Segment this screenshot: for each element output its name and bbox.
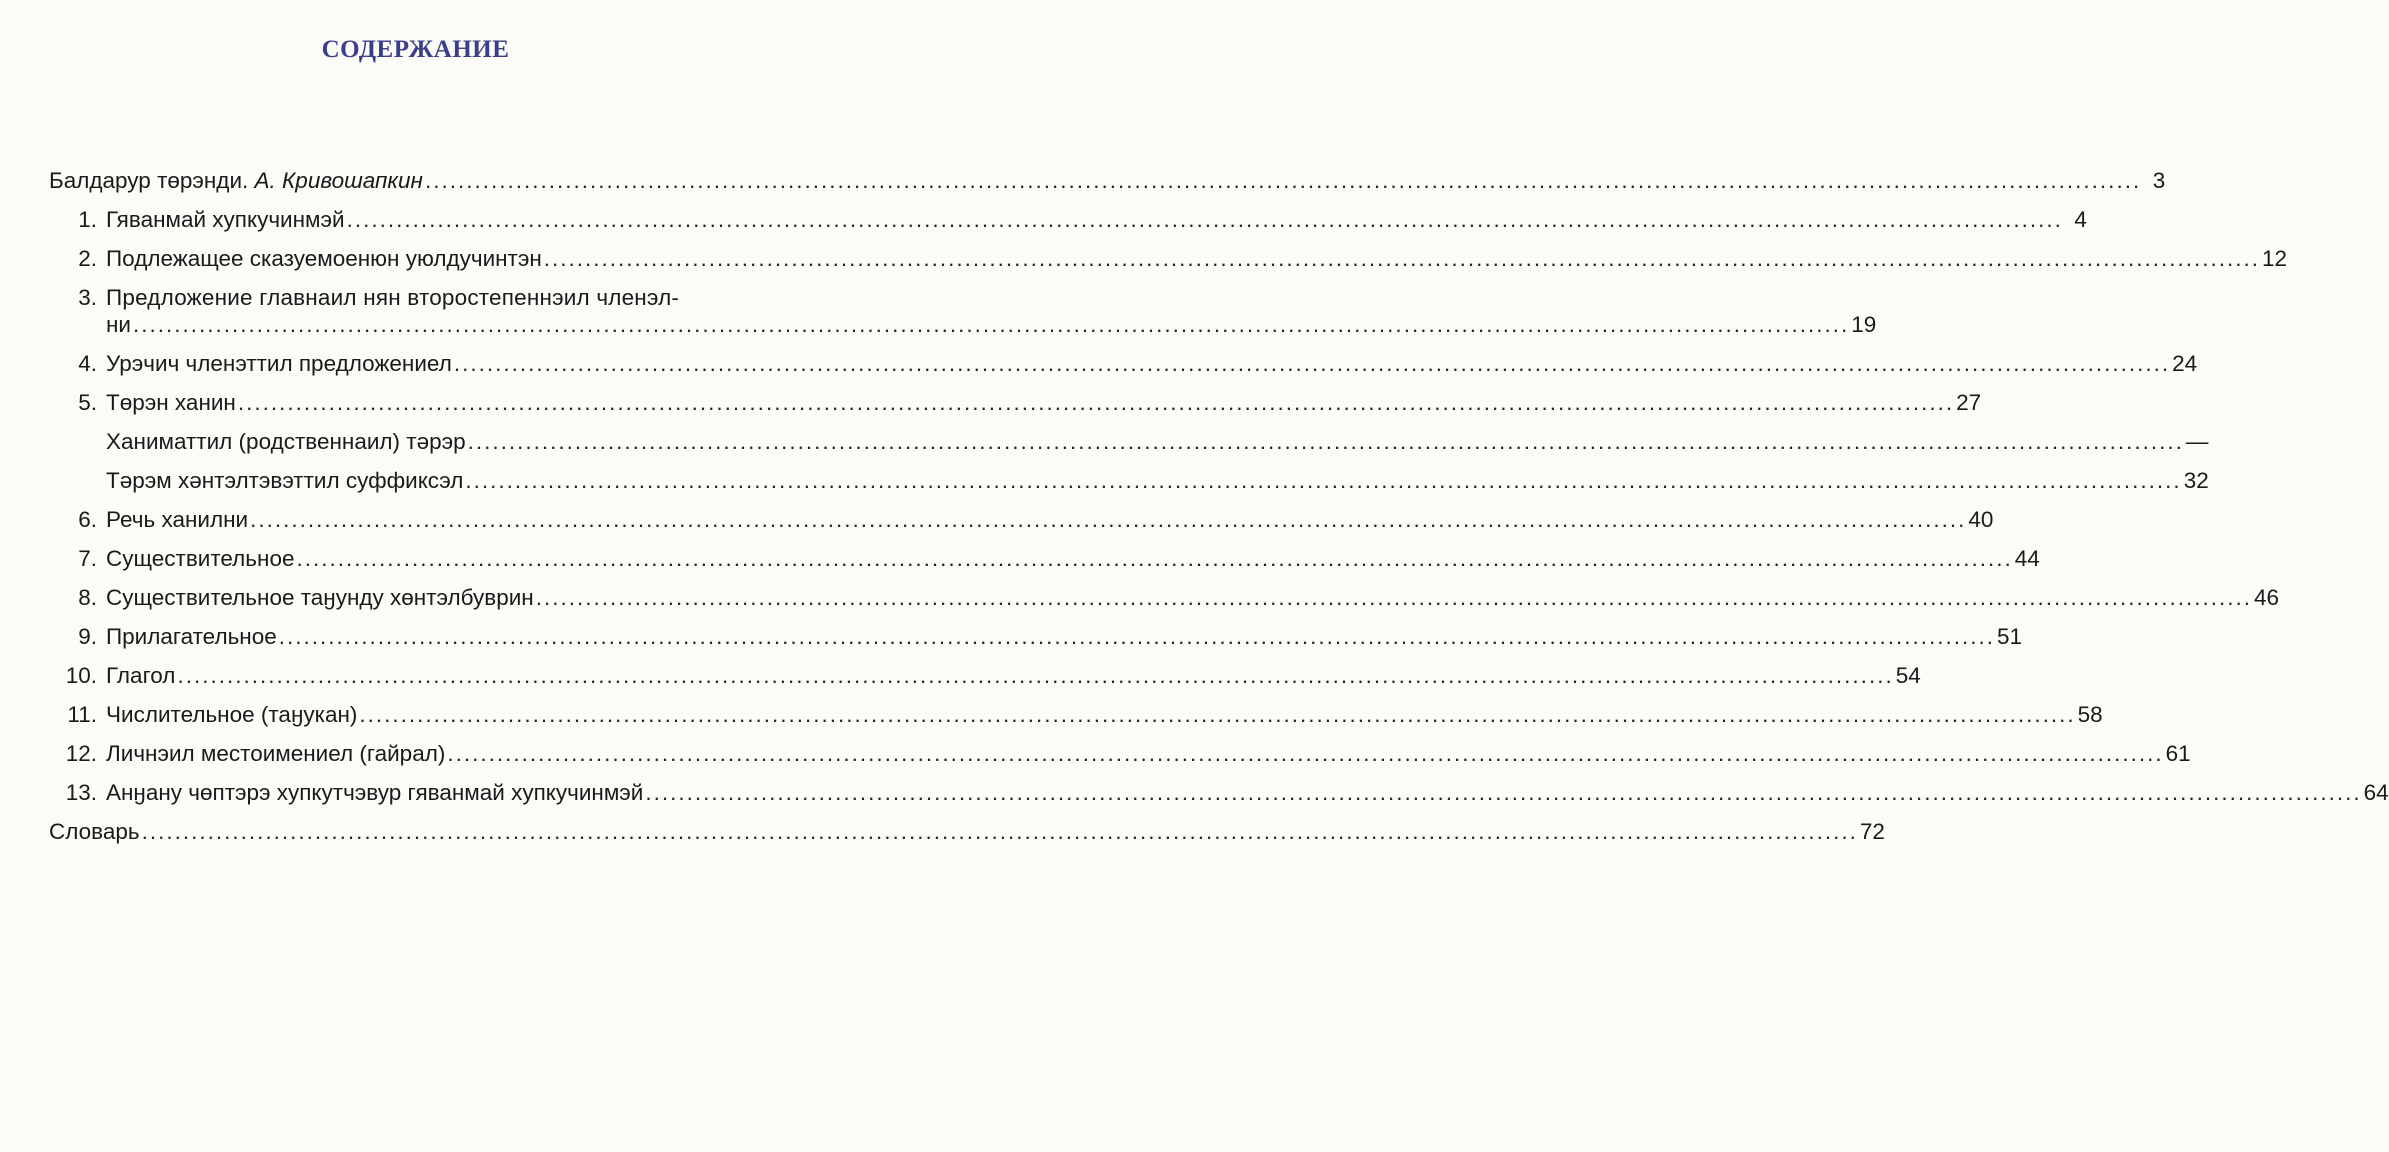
toc-entry-3-continuation[interactable] xyxy=(49,311,1877,338)
toc-page-number: 61 xyxy=(2165,741,2191,766)
toc-entry-number: 3. xyxy=(78,285,97,310)
toc-entry-7[interactable] xyxy=(49,545,2040,572)
toc-page-number: 32 xyxy=(2183,468,2209,493)
toc-entry-11[interactable] xyxy=(49,701,2103,728)
toc-page-number: 46 xyxy=(2254,585,2280,610)
toc-entry-number: 2. xyxy=(78,246,97,271)
toc-page-number: 51 xyxy=(1997,624,2023,649)
toc-entry-intro[interactable] xyxy=(49,167,2166,194)
toc-page-number: 58 xyxy=(2077,702,2103,727)
toc-entry-title: Гяванмай хупкучинмэй xyxy=(106,207,345,232)
toc-entry-number: 11. xyxy=(67,702,97,727)
toc-page-number: 72 xyxy=(1859,819,1885,844)
page-title: СОДЕРЖАНИЕ xyxy=(321,36,510,63)
table-of-contents xyxy=(49,167,2389,845)
toc-entry-number: 1. xyxy=(78,207,97,232)
toc-entry-title: Речь ханилни xyxy=(106,507,249,532)
dot-leader xyxy=(425,167,2141,194)
toc-entry-title: Числительное (таӈукан) xyxy=(106,702,358,727)
toc-entry-author: А. Кривошапкин xyxy=(254,168,423,193)
toc-entry-title-line2: ни xyxy=(106,312,131,337)
toc-entry-12[interactable] xyxy=(49,740,2191,767)
toc-entry-title: Словарь xyxy=(49,819,140,844)
toc-entry-1[interactable] xyxy=(49,206,2087,233)
toc-entry-number: 10. xyxy=(65,663,97,688)
toc-page-number: 19 xyxy=(1851,312,1877,337)
toc-subentry-5-2[interactable] xyxy=(49,467,2209,494)
dot-leader xyxy=(177,662,1893,689)
toc-page-number: 4 xyxy=(2074,207,2087,232)
toc-page-number: 24 xyxy=(2172,351,2198,376)
dot-leader xyxy=(347,206,2063,233)
toc-entry-title-line1: Предложение главнаил нян второстепеннэил членэл- xyxy=(106,285,680,310)
toc-subentry-title: Ханиматтил (родственнаил) тәрэр xyxy=(106,429,466,454)
toc-page-number: — xyxy=(2185,429,2209,454)
toc-entry-number: 5. xyxy=(78,390,97,415)
toc-entry-number: 12. xyxy=(65,741,97,766)
toc-entry-title: Подлежащее сказуемоенюн уюлдучинтэн xyxy=(106,246,542,271)
toc-entry-title: Төрэн ханин xyxy=(106,390,236,415)
dot-leader xyxy=(250,506,1966,533)
dot-leader xyxy=(536,584,2252,611)
toc-page-number: 54 xyxy=(1895,663,1921,688)
toc-entry-number: 7. xyxy=(78,546,97,571)
toc-entry-6[interactable] xyxy=(49,506,1994,533)
toc-page-number: 12 xyxy=(2262,246,2288,271)
dot-leader xyxy=(238,389,1954,416)
toc-entry-8[interactable] xyxy=(49,584,2280,611)
toc-subentry-title: Тәрэм хәнтэлтэвэттил суффиксэл xyxy=(106,468,464,493)
toc-entry-title: Существительное xyxy=(106,546,295,571)
toc-entry-10[interactable] xyxy=(49,662,1921,689)
toc-entry-2[interactable] xyxy=(49,245,2288,272)
toc-entry-number: 6. xyxy=(78,507,97,532)
toc-entry-number: 13. xyxy=(65,780,97,805)
dot-leader xyxy=(454,350,2170,377)
toc-entry-title: Глагол xyxy=(106,663,176,688)
toc-entry-title: Анӈану чөптэрэ хупкутчэвур гяванмай хупкучинмэй xyxy=(106,780,644,805)
toc-page-number: 40 xyxy=(1968,507,1994,532)
toc-entry-5[interactable] xyxy=(49,389,1982,416)
toc-entry-title: Урэчич членэттил предложениел xyxy=(106,351,452,376)
toc-entry-title: Личнэил местоимениел (гайрал) xyxy=(106,741,446,766)
toc-page-number: 44 xyxy=(2014,546,2040,571)
toc-entry-title: Прилагательное xyxy=(106,624,277,649)
toc-entry-number: 8. xyxy=(78,585,97,610)
dot-leader xyxy=(468,428,2184,455)
toc-page-number: 64 xyxy=(2363,780,2389,805)
dot-leader xyxy=(645,779,2361,806)
dot-leader xyxy=(296,545,2012,572)
toc-subentry-5-1[interactable] xyxy=(49,428,2209,455)
toc-entry-number: 4. xyxy=(78,351,97,376)
toc-entry-title: Балдарур төрэнди. xyxy=(49,168,249,193)
dot-leader xyxy=(544,245,2260,272)
dot-leader xyxy=(447,740,2163,767)
toc-entry-4[interactable] xyxy=(49,350,2198,377)
dot-leader xyxy=(359,701,2075,728)
toc-entry-9[interactable] xyxy=(49,623,2023,650)
toc-entry-dictionary[interactable] xyxy=(49,818,1885,845)
dot-leader xyxy=(465,467,2181,494)
toc-page-number: 27 xyxy=(1956,390,1982,415)
toc-entry-title: Существительное таӈунду хөнтэлбуврин xyxy=(106,585,534,610)
toc-entry-3[interactable] xyxy=(49,284,752,311)
dot-leader xyxy=(279,623,1995,650)
dot-leader xyxy=(142,818,1858,845)
toc-page-number: 3 xyxy=(2152,168,2166,193)
dot-leader xyxy=(133,311,1849,338)
toc-entry-number: 9. xyxy=(78,624,97,649)
toc-entry-13[interactable] xyxy=(49,779,2389,806)
